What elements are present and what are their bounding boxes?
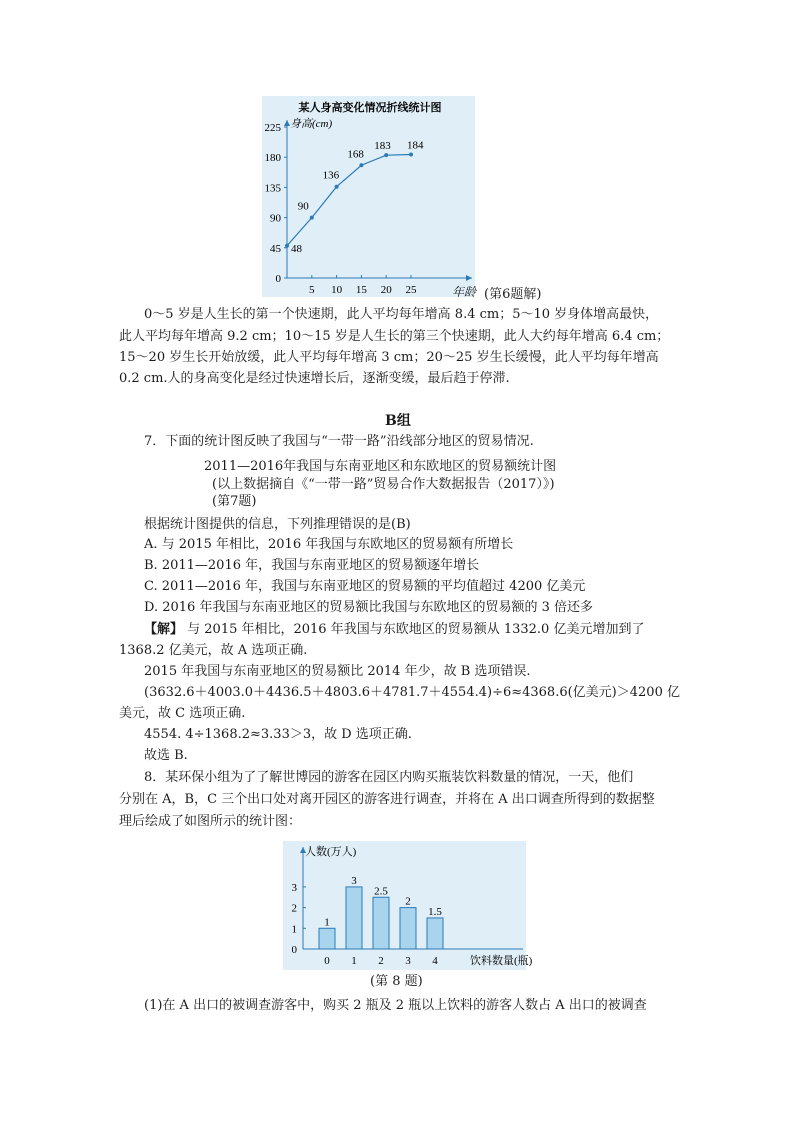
x-tick-label-2: 0 (324, 955, 330, 967)
drinks-bar-chart (283, 841, 533, 970)
x-tick-label-2: 4 (432, 955, 438, 967)
q7-solution-line-5: 美元，故 C 选项正确. (119, 706, 246, 721)
solution-label: 【解】 (144, 622, 184, 637)
y-tick-label: 180 (264, 152, 281, 165)
data-point (310, 216, 314, 220)
bar-value-label: 1.5 (428, 905, 442, 918)
y-tick-label-2: 0 (291, 944, 297, 956)
q7-option-c: C. 2011—2016 年，我国与东南亚地区的贸易额的平均值超过 4200 亿美元 (144, 579, 586, 594)
q7-solution-line-7: 故选 B. (144, 748, 188, 763)
y-axis-label-2: 人数(万人) (305, 846, 357, 858)
bar-value-label: 2 (405, 895, 411, 908)
y-tick-label: 225 (264, 122, 281, 134)
solution-text-1: 与 2015 年相比，2016 年我国与东欧地区的贸易额从 1332.0 亿美元增加到了 (183, 622, 645, 637)
q7-solution-line-6: 4554. 4÷1368.2≈3.33＞3，故 D 选项正确. (144, 727, 412, 742)
data-point (335, 185, 339, 189)
group-b-heading: B组 (385, 413, 411, 429)
data-label: 183 (374, 140, 391, 153)
analysis-6-line-2: 此人平均每年增高 9.2 cm；10～15 岁是人生长的第三个快速期，此人大约每年增高 6.4 cm； (119, 329, 670, 344)
q7-figure-caption: (第7题) (212, 494, 257, 509)
q7-question: 根据统计图提供的信息，下列推理错误的是(B) (144, 517, 411, 532)
y-tick-label-2: 1 (291, 923, 297, 936)
x-tick-label-2: 2 (378, 955, 384, 967)
figure-caption-8: (第 8 题) (370, 974, 423, 989)
data-label: 136 (322, 169, 340, 182)
q7-option-a: A. 与 2015 年相比，2016 年我国与东欧地区的贸易额有所增长 (144, 537, 514, 552)
y-tick-label: 90 (270, 212, 281, 225)
y-tick-label: 135 (264, 182, 281, 195)
bar-value-label: 2.5 (374, 885, 388, 898)
q7-figure-source: (以上数据摘自《“一带一路”贸易合作大数据报告（2017）》) (212, 477, 555, 492)
bar (427, 918, 443, 949)
q8-stem-line-2: 分别在 A，B，C 三个出口处对离开园区的游客进行调查，并将在 A 出口调查所得到的数据整 (119, 792, 655, 807)
q7-solution-line-1 (144, 620, 644, 639)
bar-value-label: 3 (351, 874, 357, 887)
y-tick-label: 0 (275, 273, 281, 285)
x-tick-label-2: 3 (405, 955, 411, 967)
height-line-chart (262, 96, 475, 297)
x-tick-label: 25 (405, 284, 417, 296)
data-point (285, 244, 289, 248)
data-label: 90 (297, 200, 309, 213)
x-axis-label: 年龄 (452, 285, 477, 299)
q8-stem-line-3: 理后绘成了如图所示的统计图： (119, 814, 302, 829)
q7-solution-line-2: 1368.2 亿美元，故 A 选项正确. (119, 643, 308, 658)
data-label: 184 (407, 139, 424, 152)
x-tick-label: 20 (380, 284, 392, 296)
figure-caption-6: (第6题解) (484, 287, 542, 302)
y-axis-label: 身高(cm) (290, 118, 333, 130)
bar (400, 908, 416, 949)
bar-value-label: 1 (324, 916, 330, 929)
height-chart-panel (262, 96, 475, 297)
x-axis-arrow (466, 275, 472, 281)
q7-figure-title: 2011—2016年我国与东南亚地区和东欧地区的贸易额统计图 (204, 459, 557, 474)
analysis-6-line-1: 0～5 岁是人生长的第一个快速期，此人平均每年增高 8.4 cm；5～10 岁身体增高最快， (144, 307, 659, 322)
data-point (359, 163, 363, 167)
q7-stem: 7．下面的统计图反映了我国与“一带一路”沿线部分地区的贸易情况. (144, 434, 534, 449)
y-tick-label-2: 2 (291, 902, 297, 915)
q7-option-d: D. 2016 年我国与东南亚地区的贸易额比我国与东欧地区的贸易额的 3 倍还多 (144, 600, 593, 615)
y-tick-label-2: 3 (291, 881, 297, 894)
data-label: 48 (291, 242, 302, 255)
x-axis-label-2: 饮料数量(瓶) (470, 955, 533, 967)
data-point (409, 153, 413, 157)
bar (346, 887, 362, 949)
q7-solution-line-4: (3632.6＋4003.0＋4436.5＋4803.6＋4781.7＋4554.4)÷6≈4368.6(亿美元)＞4200 亿 (144, 685, 680, 700)
x-tick-label: 15 (355, 284, 367, 296)
bar (319, 928, 335, 949)
analysis-6-line-4: 0.2 cm.人的身高变化是经过快速增长后，逐渐变缓，最后趋于停滞. (119, 371, 510, 386)
drinks-chart-panel (283, 841, 533, 970)
q7-option-b: B. 2011—2016 年，我国与东南亚地区的贸易额逐年增长 (144, 558, 480, 573)
x-tick-label: 5 (309, 284, 315, 296)
x-tick-label-2: 1 (351, 955, 357, 967)
bar (373, 897, 389, 949)
y-tick-label: 45 (270, 242, 281, 255)
data-point (384, 153, 388, 157)
x-tick-label: 10 (331, 284, 343, 296)
analysis-6-line-3: 15～20 岁生长开始放缓，此人平均每年增高 3 cm；20～25 岁生长缓慢，此人平均每年增高 (119, 350, 659, 365)
chart-title: 某人身高变化情况折线统计图 (298, 102, 442, 114)
q8-stem-line-1: 8．某环保小组为了了解世博园的游客在园区内购买瓶装饮料数量的情况，一天，他们 (144, 770, 634, 785)
data-label: 168 (347, 148, 364, 161)
q7-solution-line-3: 2015 年我国与东南亚地区的贸易额比 2014 年少，故 B 选项错误. (144, 664, 531, 679)
q8-part-1: (1)在 A 出口的被调查游客中，购买 2 瓶及 2 瓶以上饮料的游客人数占 A 出口的被调查 (144, 998, 647, 1013)
